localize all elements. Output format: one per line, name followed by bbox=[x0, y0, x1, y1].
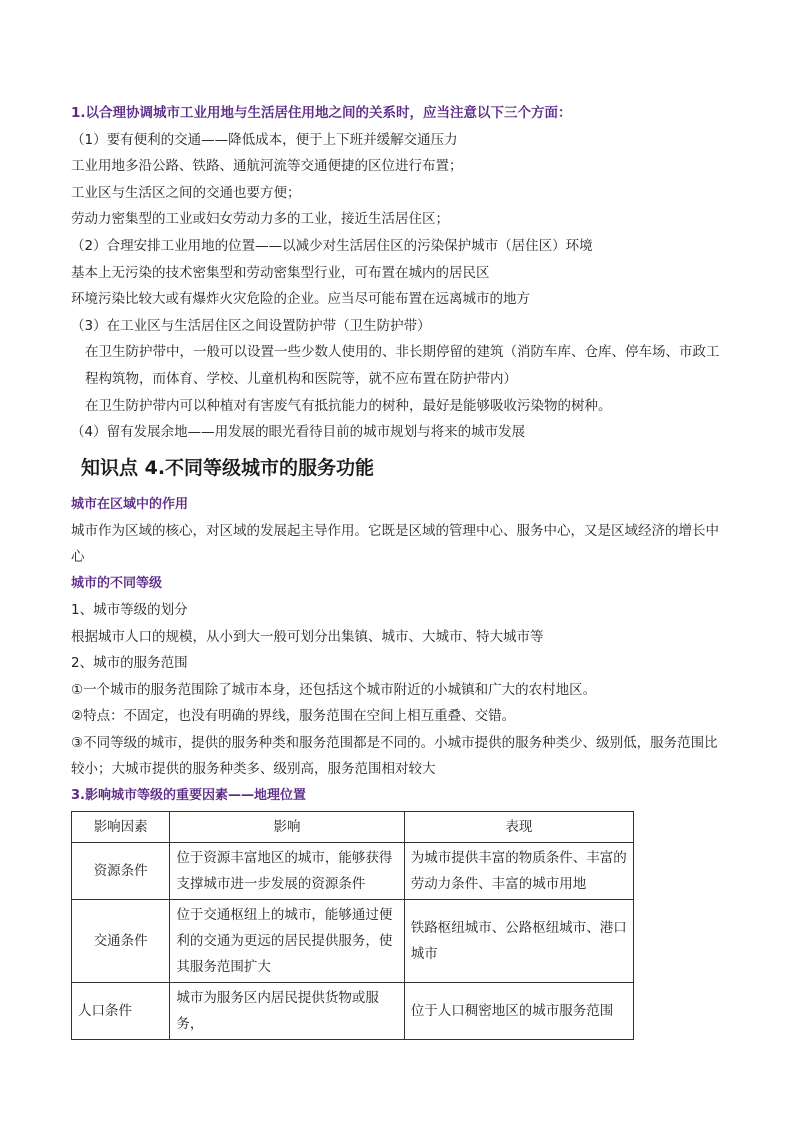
table-cell: 交通条件 bbox=[72, 900, 170, 983]
knowledge-heading: 知识点 4.不同等级城市的服务功能 bbox=[81, 456, 375, 479]
text-line: 2、城市的服务范围 bbox=[71, 655, 188, 672]
text-line: 基本上无污染的技术密集型和劳动密集型行业，可布置在城内的居民区 bbox=[71, 264, 490, 281]
table-header-row bbox=[72, 812, 634, 843]
text-line: （3）在工业区与生活居住区之间设置防护带（卫生防护带） bbox=[71, 317, 431, 334]
text-line: 在卫生防护带内可以种植对有害废气有抵抗能力的树种，最好是能够吸收污染物的树种。 bbox=[85, 397, 612, 414]
document-page bbox=[71, 100, 726, 1040]
table-cell: 位于资源丰富地区的城市，能够获得支撑城市进一步发展的资源条件 bbox=[170, 843, 404, 900]
text-line: （1）要有便利的交通——降低成本，便于上下班并缓解交通压力 bbox=[71, 131, 458, 148]
text-line: 环境污染比较大或有爆炸火灾危险的企业。应当尽可能布置在远离城市的地方 bbox=[71, 291, 530, 308]
text-line: 1、城市等级的划分 bbox=[71, 601, 188, 618]
subheading-role: 城市在区域中的作用 bbox=[71, 496, 189, 512]
text-line: 劳动力密集型的工业或妇女劳动力多的工业，接近生活居住区； bbox=[71, 211, 449, 228]
subheading-factors: 3.影响城市等级的重要因素——地理位置 bbox=[71, 788, 306, 804]
text-line: ①一个城市的服务范围除了城市本身，还包括这个城市附近的小城镇和广大的农村地区。 bbox=[71, 681, 597, 698]
table-header-cell: 表现 bbox=[404, 812, 633, 843]
table-cell: 城市为服务区内居民提供货物或服务， bbox=[170, 983, 404, 1040]
table-row bbox=[72, 843, 634, 900]
section1-title: 1.以合理协调城市工业用地与生活居住用地之间的关系时，应当注意以下三个方面： bbox=[71, 105, 572, 121]
text-line: 工业用地多沿公路、铁路、通航河流等交通便捷的区位进行布置； bbox=[71, 158, 463, 175]
table-header-cell: 影响 bbox=[170, 812, 404, 843]
table-cell: 位于人口稠密地区的城市服务范围 bbox=[404, 983, 633, 1040]
text-line: ②特点：不固定，也没有明确的界线，服务范围在空间上相互重叠、交错。 bbox=[71, 708, 516, 725]
table-cell: 人口条件 bbox=[72, 983, 170, 1040]
text-paragraph: 在卫生防护带中，一般可以设置一些少数人使用的、非长期停留的建筑（消防车库、仓库、停车场、市政工程构筑物，而体育、学校、儿童机构和医院等，就不应布置在防护带内） bbox=[85, 344, 720, 387]
table-header-cell: 影响因素 bbox=[72, 812, 170, 843]
table-row bbox=[72, 900, 634, 983]
subheading-levels: 城市的不同等级 bbox=[71, 575, 163, 591]
text-line: 根据城市人口的规模，从小到大一般可划分出集镇、城市、大城市、特大城市等 bbox=[71, 628, 544, 645]
factors-table bbox=[71, 811, 634, 1040]
text-paragraph: ③不同等级的城市，提供的服务种类和服务范围都是不同的。小城市提供的服务种类少、级别低，服务范围比较小；大城市提供的服务种类多、级别高，服务范围相对较大 bbox=[71, 734, 718, 778]
table-cell: 为城市提供丰富的物质条件、丰富的劳动力条件、丰富的城市用地 bbox=[404, 843, 633, 900]
text-line: （2）合理安排工业用地的位置——以减少对生活居住区的污染保护城市（居住区）环境 bbox=[71, 237, 593, 254]
table-cell: 位于交通枢纽上的城市，能够通过便利的交通为更远的居民提供服务，使其服务范围扩大 bbox=[170, 900, 404, 983]
text-line: （4）留有发展余地——用发展的眼光看待目前的城市规划与将来的城市发展 bbox=[71, 424, 526, 441]
table-row bbox=[72, 983, 634, 1040]
text-line: 工业区与生活区之间的交通也要方便； bbox=[71, 184, 301, 201]
table-cell: 铁路枢纽城市、公路枢纽城市、港口城市 bbox=[404, 900, 633, 983]
table-cell: 资源条件 bbox=[72, 843, 170, 900]
text-paragraph: 城市作为区域的核心，对区域的发展起主导作用。它既是区域的管理中心、服务中心，又是区域经济的增长中心 bbox=[71, 522, 719, 566]
